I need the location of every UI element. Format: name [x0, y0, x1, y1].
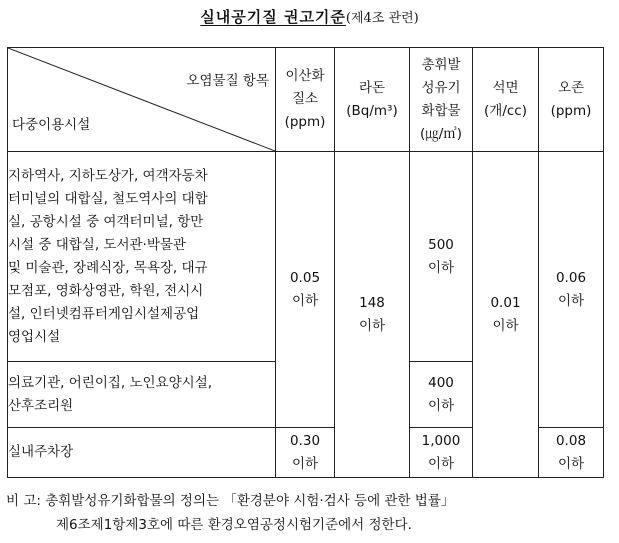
voc-value-g2: 400 이하 [410, 362, 473, 428]
facility-group-1: 지하역사, 지하도상가, 여객자동차 터미널의 대합실, 철도역사의 대합 실, 공항시설 중 여객터미널, 항만 시설 중 대합실, 도서관·박물관 및 미술관, 장례식장, 목욕장, 대규 모점포, 영화상영관, 학원, 전시시 설, 인터넷컴퓨터게임시설제공업 영업시설 [8, 152, 276, 362]
diagonal-header-cell [8, 48, 276, 152]
voc-value-g3: 1,000 이하 [410, 428, 473, 478]
asbestos-value: 0.01 이하 [473, 152, 539, 478]
header-no2: 이산화 질소 (ppm) [276, 48, 335, 152]
footnote [6, 489, 454, 537]
facility-group-3: 실내주차장 [8, 428, 276, 478]
ozone-value-g3: 0.08 이하 [539, 428, 604, 478]
document-title [0, 6, 619, 27]
radon-value: 148 이하 [335, 152, 410, 478]
header-voc: 총휘발 성유기 화합물 (㎍/㎥) [410, 48, 473, 152]
pollutant-item-label: 오염물질 항목 [186, 73, 269, 89]
title-main: 실내공기질 권고기준 [200, 8, 346, 26]
no2-value-g3: 0.30 이하 [276, 428, 335, 478]
facility-label: 다중이용시설 [12, 117, 91, 133]
header-radon: 라돈 (Bq/m³) [335, 48, 410, 152]
voc-value-g1: 500 이하 [410, 152, 473, 362]
header-asbestos: 석면 (개/cc) [473, 48, 539, 152]
air-quality-standards-table [7, 47, 604, 478]
facility-group-2: 의료기관, 어린이집, 노인요양시설, 산후조리원 [8, 362, 276, 428]
footnote-line-1: 비 고: 총휘발성유기화합물의 정의는 「환경분야 시험·검사 등에 관한 법률」 [6, 493, 455, 509]
table-row [8, 152, 604, 362]
header-ozone: 오존 (ppm) [539, 48, 604, 152]
header-row [8, 48, 604, 152]
footnote-line-2: 제6조제1항제3호에 따른 환경오염공정시험기준에서 정한다. [56, 517, 412, 533]
ozone-value-g12: 0.06 이하 [539, 152, 604, 428]
title-sub: (제4조 관련) [345, 11, 419, 26]
no2-value-g12: 0.05 이하 [276, 152, 335, 428]
